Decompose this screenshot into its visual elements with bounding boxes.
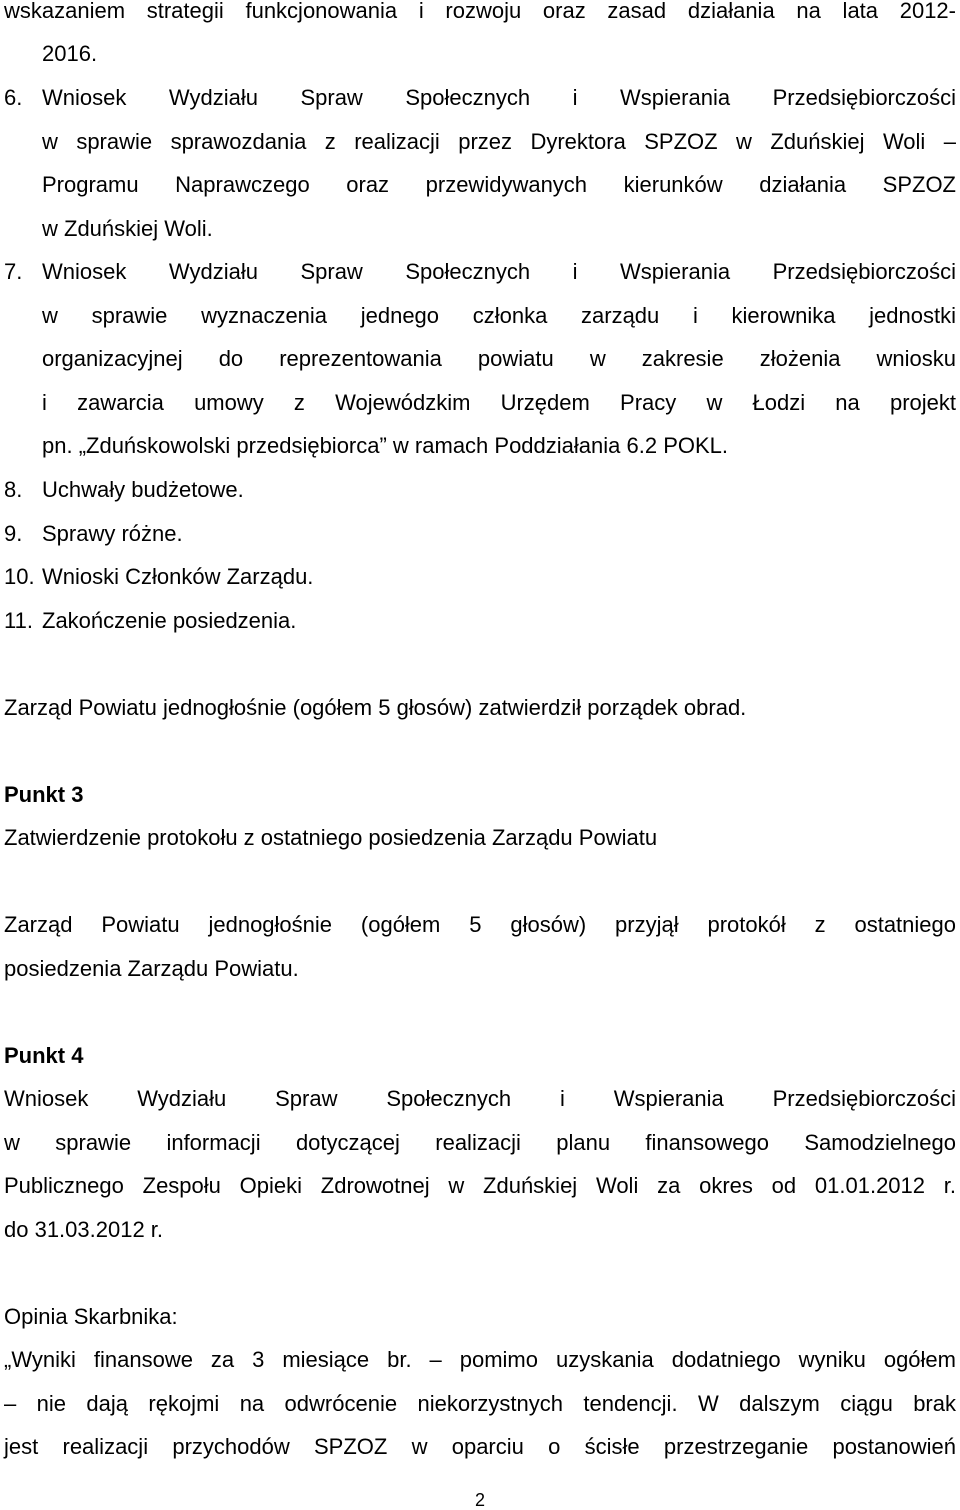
agenda-item-number: 11. (4, 608, 33, 633)
body-line: do 31.03.2012 r. (4, 1217, 164, 1242)
decision-line: posiedzenia Zarządu Powiatu. (4, 956, 299, 981)
agenda-item-line: w sprawie sprawozdania z realizacji przez Dyrektora SPZOZ w Zduńskiej Woli – (42, 129, 956, 154)
section-heading-punkt-4: Punkt 4 (4, 1043, 84, 1068)
section-heading-punkt-3: Punkt 3 (4, 782, 84, 807)
page-number: 2 (474, 1490, 485, 1510)
opinion-line: jest realizacji przychodów SPZOZ w oparciu o ścisłe przestrzeganie postanowień (4, 1434, 956, 1459)
decision-line: Zarząd Powiatu jednogłośnie (ogółem 5 głosów) przyjął protokół z ostatniego (4, 912, 956, 937)
body-line: Publicznego Zespołu Opieki Zdrowotnej w Zduńskiej Woli za okres od 01.01.2012 r. (4, 1173, 956, 1198)
body-line: w sprawie informacji dotyczącej realizacji planu finansowego Samodzielnego (4, 1130, 956, 1155)
body-line: Wniosek Wydziału Spraw Społecznych i Wspierania Przedsiębiorczości (4, 1086, 956, 1111)
agenda-item-line: Uchwały budżetowe. (42, 477, 244, 502)
agenda-approval: Zarząd Powiatu jednogłośnie (ogółem 5 głosów) zatwierdził porządek obrad. (4, 695, 747, 720)
agenda-item-line: w sprawie wyznaczenia jednego członka zarządu i kierownika jednostki (42, 303, 956, 328)
opinion-line: „Wyniki finansowe za 3 miesiące br. – pomimo uzyskania dodatniego wyniku ogółem (4, 1347, 956, 1372)
agenda-item-number: 7. (4, 259, 23, 284)
intro-line: wskazaniem strategii funkcjonowania i rozwoju oraz zasad działania na lata 2012- (4, 0, 956, 23)
agenda-item-line: pn. „Zduńskowolski przedsiębiorca” w ramach Poddziałania 6.2 POKL. (42, 433, 728, 458)
agenda-item-line: organizacyjnej do reprezentowania powiatu w zakresie złożenia wniosku (42, 346, 956, 371)
agenda-item-line: i zawarcia umowy z Wojewódzkim Urzędem Pracy w Łodzi na projekt (42, 390, 956, 415)
agenda-item-line: Wnioski Członków Zarządu. (42, 564, 314, 589)
agenda-item-number: 6. (4, 85, 23, 110)
agenda-item-line: Sprawy różne. (42, 521, 183, 546)
intro-line: 2016. (42, 41, 98, 66)
agenda-item-number: 9. (4, 521, 23, 546)
agenda-item-line: Zakończenie posiedzenia. (42, 608, 297, 633)
agenda-item-line: Wniosek Wydziału Spraw Społecznych i Wspierania Przedsiębiorczości (42, 85, 956, 110)
agenda-item-line: w Zduńskiej Woli. (42, 216, 213, 241)
agenda-item-number: 10. (4, 564, 35, 589)
section-title: Zatwierdzenie protokołu z ostatniego posiedzenia Zarządu Powiatu (4, 825, 658, 850)
opinion-label: Opinia Skarbnika: (4, 1304, 178, 1329)
agenda-item-line: Wniosek Wydziału Spraw Społecznych i Wspierania Przedsiębiorczości (42, 259, 956, 284)
agenda-item-line: Programu Naprawczego oraz przewidywanych kierunków działania SPZOZ (42, 172, 956, 197)
opinion-line: – nie dają rękojmi na odwrócenie niekorzystnych tendencji. W dalszym ciągu brak (4, 1391, 956, 1416)
agenda-item-number: 8. (4, 477, 23, 502)
